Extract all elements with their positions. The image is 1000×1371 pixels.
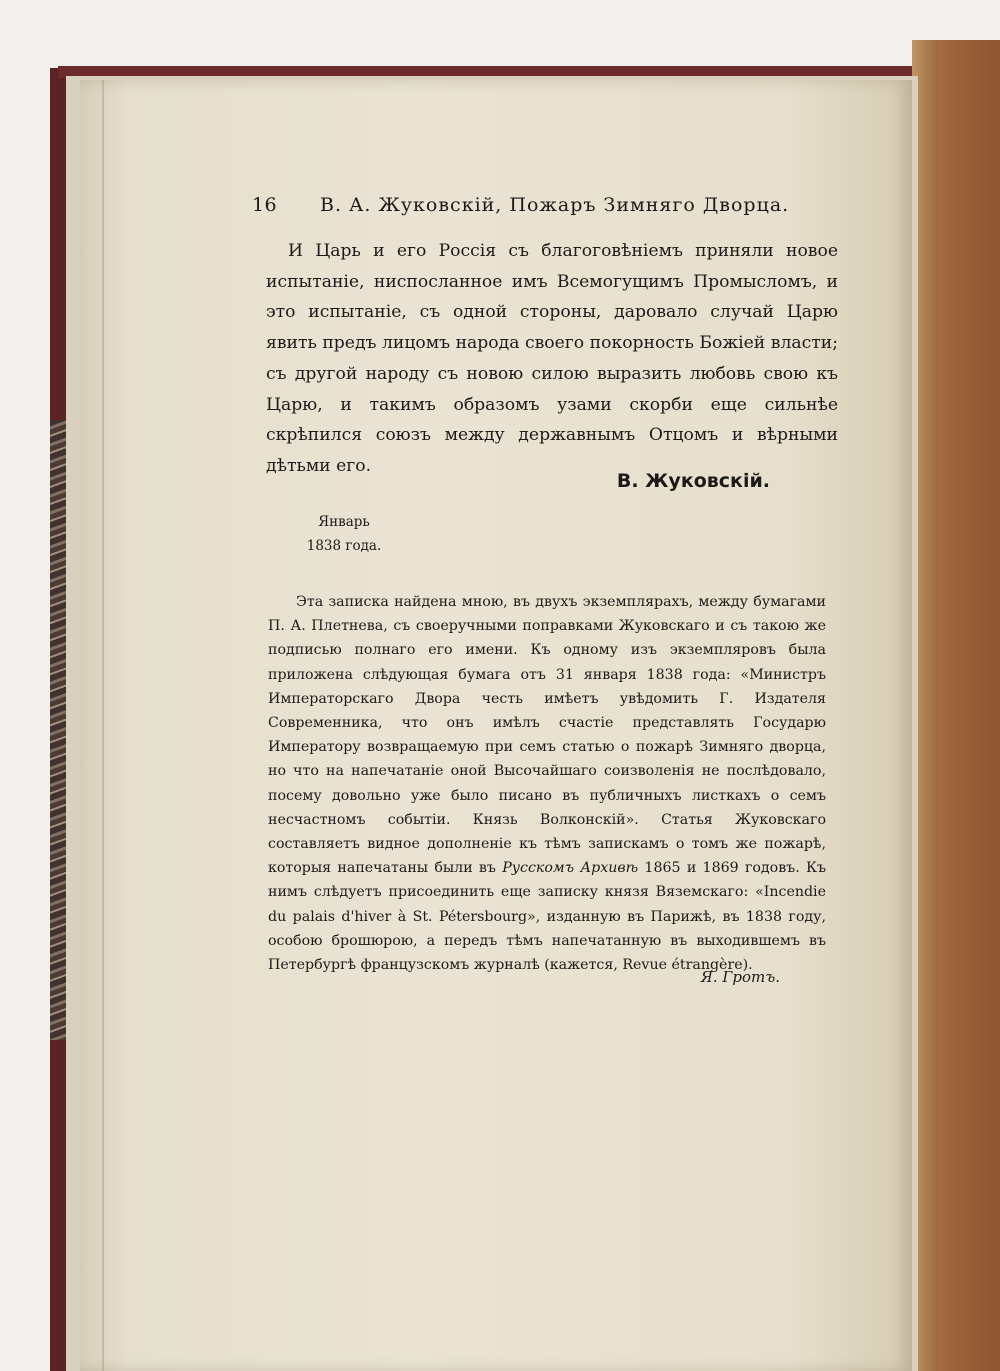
date-month: Январь xyxy=(318,514,370,530)
date-block xyxy=(296,510,392,558)
header-title: В. А. Жуковскій, Пожаръ Зимняго Дворца. xyxy=(320,194,790,216)
note-part-1: Эта записка найдена мною, въ двухъ экземплярахъ, между бумагами П. А. Плетнева, съ своеручными поправками Жуковскаго и съ такою же подписью полнаго его имени. Къ одному изъ экземпляровъ была приложена слѣдующая бумага отъ 31 января 1838 года: «Министръ Императорскаго Двора честь имѣетъ увѣдомить Г. Издателя Современника, что онъ имѣлъ счастіе представлять Государю Императору возвращаемую при семъ статью о пожарѣ Зимняго дворца, но что на напечатаніе оной Высочайшаго соизволенія не послѣдовало, посему довольно уже было писано въ публичныхъ листкахъ о семъ несчастномъ событіи. Князь Волконскій». Статья Жуковскаго составляетъ видное дополненіе къ тѣмъ запискамъ о томъ же пожарѣ, которыя напечатаны были въ xyxy=(268,594,826,877)
date-year: 1838 года. xyxy=(306,538,382,554)
main-paragraph: И Царь и его Россія съ благоговѣніемъ приняли новое испытаніе, ниспосланное имъ Всемогущимъ Промысломъ, и это испытаніе, съ одной стороны, даровало случай Царю явить предъ лицомъ народа своего покорность Божіей власти; съ другой народу съ новою силою выразить любовь свою къ Царю, и такимъ образомъ узами скорби еще сильнѣе скрѣпился союзъ между державнымъ Отцомъ и вѣрными дѣтьми его. xyxy=(266,241,838,476)
note-source-italic: Русскомъ Архивѣ xyxy=(502,860,639,877)
book-cover-right xyxy=(912,40,1000,1371)
page-number: 16 xyxy=(252,194,277,216)
author-signature: В. Жуковскій. xyxy=(616,470,770,492)
note-part-2: 1865 и 1869 годовъ. Къ нимъ слѣдуетъ присоединить еще записку князя Вяземскаго: «Incendie du palais d'hiver à St. Pétersbourg», изданную въ Парижѣ, въ 1838 году, особою брошюрою, а передъ тѣмъ напечатанную въ выходившемъ въ Петербургѣ французскомъ журналѣ (кажется, Revue étrangère). xyxy=(268,860,827,974)
editor-note xyxy=(268,590,826,977)
running-header xyxy=(252,194,790,222)
editor-signature: Я. Гротъ. xyxy=(700,968,780,986)
